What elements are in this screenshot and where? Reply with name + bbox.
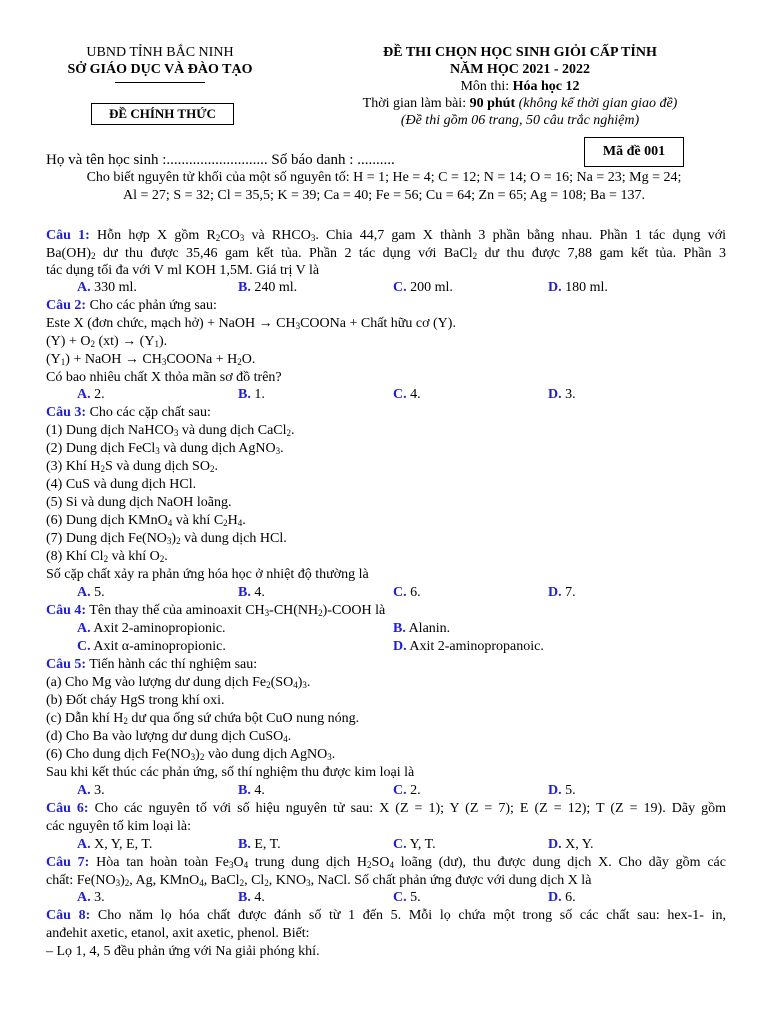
atomic-mass-line-1: Cho biết nguyên tử khối của một số nguyên tố: H = 1; He = 4; C = 12; N = 14; O = 16; Na = 23; Mg = 24;	[86, 170, 682, 185]
province-name: UBND TỈNH BẮC NINH	[86, 45, 234, 60]
q3-item-1: (1) Dung dịch NaHCO$_3$ và dung dịch CaCl$_2$.	[46, 423, 295, 438]
question-8-line-1: Câu 8: Cho năm lọ hóa chất được đánh số từ 1 đến 5. Mỗi lọ chứa một trong số các chất sau: hex-1- in,	[46, 908, 726, 923]
q3-option-d[interactable]: D. 7.	[548, 585, 576, 600]
q5-item-c: (c) Dẫn khí $H_2$ dư qua ống sứ chứa bột CuO nung nóng.	[46, 711, 360, 726]
q5-option-d[interactable]: D. 5.	[548, 783, 576, 798]
q6-option-a[interactable]: A. X, Y, E, T.	[77, 837, 153, 852]
q2-ask: Có bao nhiêu chất X thỏa mãn sơ đồ trên?	[46, 370, 282, 385]
header-underline	[115, 82, 205, 83]
q5-item-e: (6) Cho dung dịch $Fe(NO_3)_2$ vào dung dịch AgNO$_3$.	[46, 747, 336, 762]
question-2-stem: Câu 2: Cho các phản ứng sau:	[46, 298, 217, 313]
q2-reaction-3: $(Y_1)$ + NaOH → $CH_3COONa + H_2O$.	[46, 352, 256, 367]
q5-option-b[interactable]: B. 4.	[238, 783, 265, 798]
question-8-line-2: anđehit axetic, etanol, axit axetic, phenol. Biết:	[46, 926, 310, 941]
q1-option-c[interactable]: C. 200 ml.	[393, 280, 453, 295]
pages-note: (Đề thi gồm 06 trang, 50 câu trắc nghiệm)	[400, 113, 640, 128]
exam-code-box: Mã đề 001	[584, 137, 684, 167]
school-year: NĂM HỌC 2021 - 2022	[450, 62, 590, 77]
q3-ask: Số cặp chất xảy ra phản ứng hóa học ở nhiệt độ thường là	[46, 567, 369, 582]
q3-item-4: (4) CuS và dung dịch HCl.	[46, 477, 197, 492]
header-left	[40, 44, 280, 78]
q3-item-7: (7) Dung dịch $Fe(NO_3)_2$ và dung dịch HCl.	[46, 531, 287, 546]
question-3-label: Câu 3:	[46, 405, 87, 420]
q5-option-a[interactable]: A. 3.	[77, 783, 105, 798]
question-1-line-3: tác dụng tối đa với V ml KOH 1,5M. Giá trị V là	[46, 263, 320, 278]
q1-option-b[interactable]: B. 240 ml.	[238, 280, 298, 295]
subject-name: Hóa học 12	[512, 79, 580, 94]
exam-title: ĐỀ THI CHỌN HỌC SINH GIỎI CẤP TỈNH	[383, 45, 657, 60]
q1-option-d[interactable]: D. 180 ml.	[548, 280, 608, 295]
time-line: Thời gian làm bài: 90 phút (không kể thời gian giao đề)	[362, 96, 678, 111]
q5-item-a: (a) Cho Mg vào lượng dư dung dịch $Fe_2(SO_4)_3$.	[46, 675, 311, 690]
question-7-line-1: Câu 7: Hòa tan hoàn toàn $Fe_3O_4$ trung dung dịch $H_2SO_4$ loãng (dư), thu được dung dịch X. Cho dãy gồm các	[46, 855, 726, 870]
q6-option-b[interactable]: B. E, T.	[238, 837, 281, 852]
q7-option-d[interactable]: D. 6.	[548, 890, 576, 905]
question-1-line-2: $Ba(OH)_2$ dư thu được 35,46 gam kết tủa. Phần 2 tác dụng với BaCl$_2$ dư thu được 7,88 gam kết tủa. Phần 3	[46, 246, 726, 261]
header-right	[300, 44, 740, 129]
question-6-label: Câu 6:	[46, 801, 89, 816]
q5-option-c[interactable]: C. 2.	[393, 783, 421, 798]
question-8-line-3: – Lọ 1, 4, 5 đều phản ứng với Na giải phóng khí.	[46, 944, 320, 959]
q1-option-a[interactable]: A. 330 ml.	[77, 280, 137, 295]
q2-option-c[interactable]: C. 4.	[393, 387, 421, 402]
question-7-line-2: chất: $Fe(NO_3)_2$, Ag, KMnO$_4$, BaCl$_2$, $Cl_2$, $KNO_3$, NaCl. Số chất phản ứng được với dung dịch X là	[46, 873, 592, 888]
question-1-line-1: Câu 1: Hỗn hợp X gồm $R_2CO_3$ và $RHCO_3$. Chia 44,7 gam X thành 3 phần bằng nhau. Phần 1 tác dụng với	[46, 228, 726, 243]
q4-option-c[interactable]: C. Axit α-aminopropionic.	[77, 639, 226, 654]
department-name: SỞ GIÁO DỤC VÀ ĐÀO TẠO	[67, 62, 253, 77]
q2-option-a[interactable]: A. 2.	[77, 387, 105, 402]
question-5-label: Câu 5:	[46, 657, 87, 672]
question-1-label: Câu 1:	[46, 228, 90, 243]
q2-option-b[interactable]: B. 1.	[238, 387, 265, 402]
question-2-label: Câu 2:	[46, 298, 87, 313]
q2-option-d[interactable]: D. 3.	[548, 387, 576, 402]
question-8-label: Câu 8:	[46, 908, 91, 923]
q5-item-d: (d) Cho Ba vào lượng dư dung dịch CuSO$_4$.	[46, 729, 292, 744]
q3-item-8: (8) Khí $Cl_2$ và khí $O_2$.	[46, 549, 168, 564]
arrow-icon: →	[258, 316, 273, 331]
q3-item-6: (6) Dung dịch KMnO$_4$ và khí $C_2H_4$.	[46, 513, 246, 528]
q2-reaction-2: $(Y) + O_2$ $(xt) \to (Y_1)$.	[46, 334, 168, 349]
q3-item-2: (2) Dung dịch FeCl$_3$ và dung dịch AgNO$_3$.	[46, 441, 284, 456]
atomic-mass-line-2: Al = 27; S = 32; Cl = 35,5; K = 39; Ca = 40; Fe = 56; Cu = 64; Zn = 65; Ag = 108; Ba = 137.	[123, 188, 645, 203]
q6-option-c[interactable]: C. Y, T.	[393, 837, 436, 852]
question-7-label: Câu 7:	[46, 855, 90, 870]
q7-option-b[interactable]: B. 4.	[238, 890, 265, 905]
question-6-line-2: các nguyên tố kim loại là:	[46, 819, 192, 834]
q7-option-c[interactable]: C. 5.	[393, 890, 421, 905]
q3-option-b[interactable]: B. 4.	[238, 585, 265, 600]
q4-option-d[interactable]: D. Axit 2-aminopropanoic.	[393, 639, 544, 654]
official-stamp-box: ĐỀ CHÍNH THỨC	[91, 103, 234, 125]
q5-item-b: (b) Đốt cháy HgS trong khí oxi.	[46, 693, 225, 708]
q7-option-a[interactable]: A. 3.	[77, 890, 105, 905]
q6-option-d[interactable]: D. X, Y.	[548, 837, 594, 852]
student-info-line: Họ và tên học sinh :........................... Số báo danh : ..........	[46, 152, 395, 168]
question-4-label: Câu 4:	[46, 603, 87, 618]
q5-ask: Sau khi kết thúc các phản ứng, số thí nghiệm thu được kim loại là	[46, 765, 415, 780]
question-3-stem: Câu 3: Cho các cặp chất sau:	[46, 405, 211, 420]
q3-item-5: (5) Si và dung dịch NaOH loãng.	[46, 495, 232, 510]
arrow-icon: →	[124, 352, 139, 367]
q4-option-a[interactable]: A. Axit 2-aminopropionic.	[77, 621, 226, 636]
question-6-line-1: Câu 6: Cho các nguyên tố với số hiệu nguyên tử sau: X (Z = 1); Y (Z = 7); E (Z = 12); T (Z = 19). Dãy gồm	[46, 801, 726, 816]
arrow-icon: →	[122, 334, 137, 349]
question-5-stem: Câu 5: Tiến hành các thí nghiệm sau:	[46, 657, 258, 672]
question-4-stem: Câu 4: Tên thay thế của aminoaxit $CH_3-CH(NH_2)$-COOH là	[46, 603, 386, 618]
q3-option-a[interactable]: A. 5.	[77, 585, 105, 600]
subject-line: Môn thi: Hóa học 12	[460, 79, 580, 94]
q4-option-b[interactable]: B. Alanin.	[393, 621, 451, 636]
q3-option-c[interactable]: C. 6.	[393, 585, 421, 600]
q2-reaction-1: Este X (đơn chức, mạch hở) + NaOH → $CH_3COONa$ + Chất hữu cơ (Y).	[46, 316, 456, 331]
q3-item-3: (3) Khí $H_2S$ và dung dịch $SO_2$.	[46, 459, 218, 474]
